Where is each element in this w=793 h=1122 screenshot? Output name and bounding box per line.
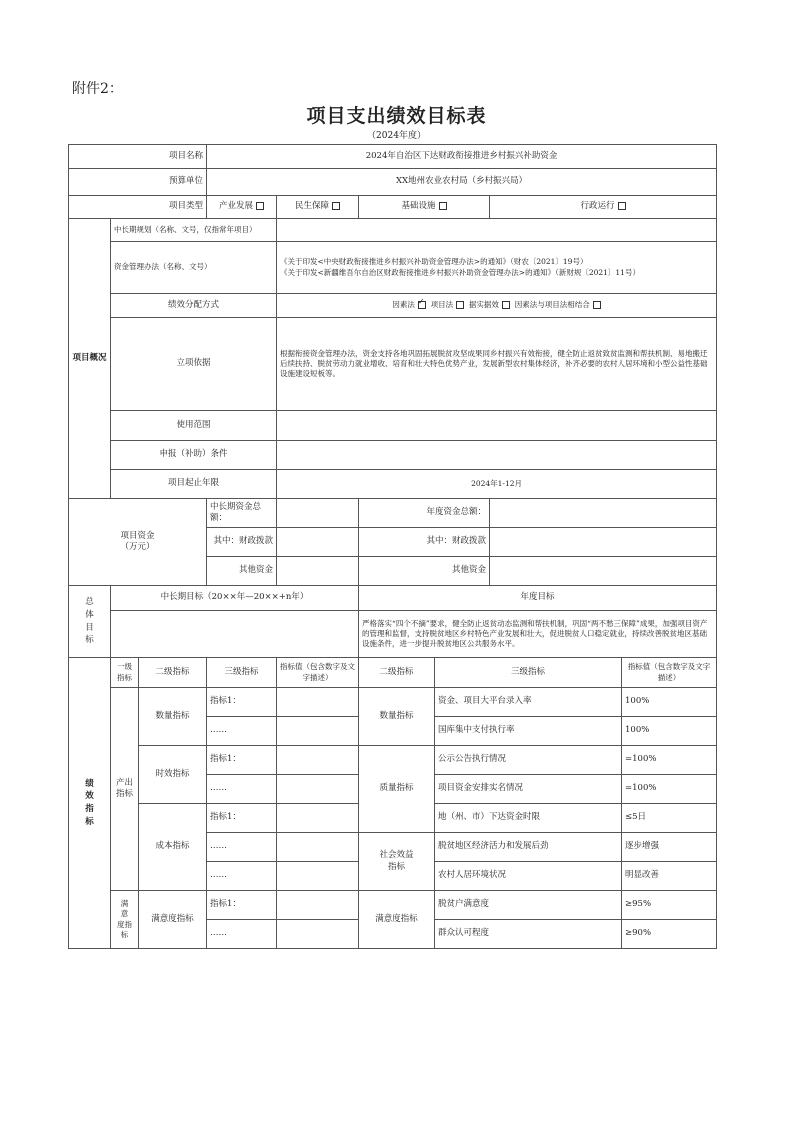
mid-goal-value [111, 611, 359, 658]
left-indicator-1: 指标1： [207, 891, 277, 920]
type-option-livelihood[interactable]: 民生保障 [277, 196, 359, 219]
period-label: 项目起止年限 [111, 470, 277, 499]
alloc-method-label: 绩效分配方式 [111, 294, 277, 318]
project-type-label: 项目类型 [69, 196, 207, 219]
mid-fiscal-label: 其中：财政拨款 [207, 528, 277, 557]
project-name-label: 项目名称 [69, 145, 207, 169]
left-value-cell [277, 717, 359, 746]
indicator-value: =100% [622, 775, 717, 804]
year-other-value [490, 557, 717, 586]
left-indicator-dots: …… [207, 862, 277, 891]
year-fiscal-label: 其中：财政拨款 [359, 528, 490, 557]
mid-other-value [277, 557, 359, 586]
mid-plan-value [277, 219, 717, 242]
scope-value [277, 411, 717, 441]
condition-value [277, 441, 717, 470]
year-other-label: 其他资金 [359, 557, 490, 586]
type-option-administration[interactable]: 行政运行 [490, 196, 717, 219]
period-value: 2024年1-12月 [277, 470, 717, 499]
left-value-cell [277, 833, 359, 862]
indicator-value: =100% [622, 746, 717, 775]
right-social-label: 社会效益 指标 [359, 833, 435, 891]
left-value-cell [277, 775, 359, 804]
condition-label: 申报（补助）条件 [111, 441, 277, 470]
left-cost-label: 成本指标 [139, 804, 207, 891]
page-title: 项目支出绩效目标表 [306, 105, 487, 127]
indicator-name: 农村人居环境状况 [435, 862, 622, 891]
right-satisfaction-label: 满意度指标 [359, 891, 435, 949]
level3-header: 三级指标 [207, 658, 277, 688]
checkbox-icon [618, 202, 626, 210]
basis-label: 立项依据 [111, 318, 277, 411]
checkbox-checked-icon[interactable] [418, 301, 426, 309]
basis-value: 根据衔接资金管理办法，资金支持各地巩固拓展脱贫攻坚成果同乡村振兴有效衔接，健全防止返贫致贫监测和帮扶机制、易地搬迁后续扶持、脱贫劳动力就业增收、培育和壮大特色优势产业，发展新型农村集体经济，补齐必要的农村人居环境和小型公益性基础设施建设短板等。 [277, 318, 717, 411]
indicator-name: 资金、项目大平台录入率 [435, 688, 622, 717]
level2-header-right: 二级指标 [359, 658, 435, 688]
indicator-name: 地（州、市）下达资金时限 [435, 804, 622, 833]
checkbox-icon [332, 202, 340, 210]
satisfaction-indicator-label: 满 意 度指 标 [111, 891, 139, 949]
indicator-name: 群众认可程度 [435, 920, 622, 949]
output-indicator-label: 产出 指标 [111, 688, 139, 891]
checkbox-icon [256, 202, 264, 210]
left-value-cell [277, 746, 359, 775]
level3-header-right: 三级指标 [435, 658, 622, 688]
year-total-value [490, 499, 717, 528]
right-quality-label: 质量指标 [359, 746, 435, 833]
scope-label: 使用范围 [111, 411, 277, 441]
indicator-value: ≥90% [622, 920, 717, 949]
level2-header: 二级指标 [139, 658, 207, 688]
year-label: （2024年度） [367, 131, 426, 141]
funds-label: 项目资金 （万元） [69, 499, 207, 586]
type-option-infrastructure[interactable]: 基础设施 [359, 196, 490, 219]
left-indicator-dots: …… [207, 920, 277, 949]
indicator-name: 公示公告执行情况 [435, 746, 622, 775]
fund-mgmt-line-2: 《关于印发<新疆维吾尔自治区财政衔接推进乡村振兴补助资金管理办法>的通知》（新财规〔2021〕11号） [280, 267, 640, 277]
value-header-right: 指标值（包含数字及文字描述） [622, 658, 717, 688]
left-value-cell [277, 862, 359, 891]
mid-total-label: 中长期资金总额： [207, 499, 277, 528]
indicator-name: 脱贫地区经济活力和发展后劲 [435, 833, 622, 862]
year-goal-value: 严格落实“四个不摘”要求，健全防止返贫动态监测和帮扶机制，巩固“两不愁三保障”成果，加强项目资产的管理和监督，支持脱贫地区乡村特色产业发展和壮大，促进脱贫人口稳定就业，持续改善脱贫地区基础设施条件，进一步提升脱贫地区公共服务水平。 [359, 611, 717, 658]
left-satisfaction-label: 满意度指标 [139, 891, 207, 949]
overview-section-label: 项目概况 [69, 219, 111, 499]
checkbox-icon [439, 202, 447, 210]
indicator-value: ≥95% [622, 891, 717, 920]
budget-unit-value: XX地州农业农村局（乡村振兴局） [207, 169, 717, 196]
mid-goal-label: 中长期目标（20××年—20××+n年） [111, 586, 359, 611]
left-indicator-dots: …… [207, 775, 277, 804]
left-indicator-1: 指标1： [207, 804, 277, 833]
level1-header: 一级 指标 [111, 658, 139, 688]
checkbox-icon[interactable] [502, 301, 510, 309]
indicator-value: 明显改善 [622, 862, 717, 891]
checkbox-icon[interactable] [456, 301, 464, 309]
left-indicator-1: 指标1： [207, 688, 277, 717]
alloc-method-options: 因素法✓ 项目法 据实据效 因素法与项目法相结合 [277, 294, 717, 318]
attachment-label: 附件2： [72, 81, 123, 97]
budget-unit-label: 预算单位 [69, 169, 207, 196]
value-header: 指标值（包含数字及文字描述） [277, 658, 359, 688]
indicator-value: ≤5日 [622, 804, 717, 833]
indicator-value: 100% [622, 717, 717, 746]
left-value-cell [277, 804, 359, 833]
mid-other-label: 其他资金 [207, 557, 277, 586]
goals-section-label: 总 体 目 标 [69, 586, 111, 658]
left-indicator-dots: …… [207, 717, 277, 746]
indicator-name: 国库集中支付执行率 [435, 717, 622, 746]
left-quantity-label: 数量指标 [139, 688, 207, 746]
checkbox-icon[interactable] [593, 301, 601, 309]
left-value-cell [277, 920, 359, 949]
type-option-industry[interactable]: 产业发展 [207, 196, 277, 219]
fund-mgmt-value [277, 242, 717, 294]
left-indicator-dots: …… [207, 833, 277, 862]
performance-target-table [68, 144, 717, 949]
left-value-cell [277, 891, 359, 920]
indicator-value: 100% [622, 688, 717, 717]
indicator-name: 脱贫户满意度 [435, 891, 622, 920]
mid-fiscal-value [277, 528, 359, 557]
left-indicator-1: 指标1： [207, 746, 277, 775]
mid-total-value [277, 499, 359, 528]
year-total-label: 年度资金总额： [359, 499, 490, 528]
project-name-value: 2024年自治区下达财政衔接推进乡村振兴补助资金 [207, 145, 717, 169]
year-fiscal-value [490, 528, 717, 557]
left-value-cell [277, 688, 359, 717]
fund-mgmt-label: 资金管理办法（名称、文号） [111, 242, 277, 294]
right-quantity-label: 数量指标 [359, 688, 435, 746]
indicator-name: 项目资金安排实名情况 [435, 775, 622, 804]
mid-plan-label: 中长期规划（名称、文号，仅指常年项目） [111, 219, 277, 242]
year-goal-label: 年度目标 [359, 586, 717, 611]
indicator-value: 逐步增强 [622, 833, 717, 862]
fund-mgmt-line-1: 《关于印发<中央财政衔接推进乡村振兴补助资金管理办法>的通知》（财农〔2021〕19号） [280, 257, 588, 267]
perf-section-label: 绩 效 指 标 [69, 658, 111, 949]
left-time-label: 时效指标 [139, 746, 207, 804]
